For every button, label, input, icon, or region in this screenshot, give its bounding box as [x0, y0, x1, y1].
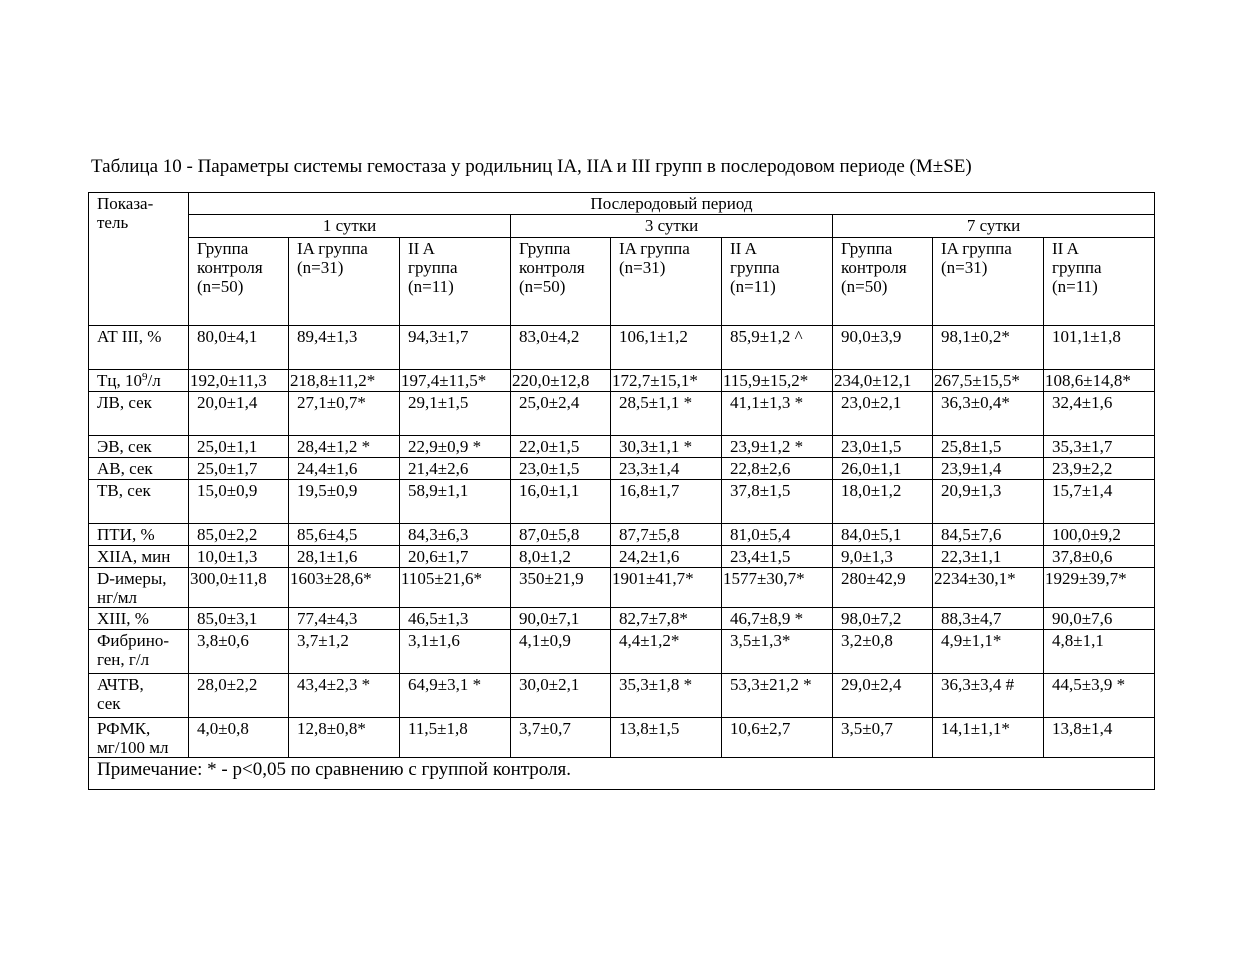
value-cell: 197,4±11,5*	[400, 370, 511, 392]
value-cell: 2234±30,1*	[933, 568, 1044, 608]
value-cell: 3,7±1,2	[289, 630, 400, 674]
row-label: ПТИ, %	[89, 524, 189, 546]
row-label: АЧТВ, сек	[89, 674, 189, 718]
table-caption: Таблица 10 - Параметры системы гемостаза у родильниц IA, IIA и III групп в послеродовом периоде (M±SE)	[91, 156, 972, 177]
row-label: AT III, %	[89, 326, 189, 370]
value-cell: 12,8±0,8*	[289, 718, 400, 758]
value-cell: 1603±28,6*	[289, 568, 400, 608]
value-cell: 23,9±2,2	[1044, 458, 1155, 480]
header-row	[89, 238, 1155, 326]
group-header: IA группа (n=31)	[289, 238, 400, 326]
row-label: ЛВ, сек	[89, 392, 189, 436]
value-cell: 15,7±1,4	[1044, 480, 1155, 524]
value-cell: 98,1±0,2*	[933, 326, 1044, 370]
table-row	[89, 608, 1155, 630]
row-label: РФМК, мг/100 мл	[89, 718, 189, 758]
value-cell: 22,8±2,6	[722, 458, 833, 480]
value-cell: 13,8±1,5	[611, 718, 722, 758]
table-row	[89, 546, 1155, 568]
value-cell: 1929±39,7*	[1044, 568, 1155, 608]
table-row	[89, 480, 1155, 524]
value-cell: 23,0±2,1	[833, 392, 933, 436]
row-label: ЭВ, сек	[89, 436, 189, 458]
value-cell: 108,6±14,8*	[1044, 370, 1155, 392]
value-cell: 14,1±1,1*	[933, 718, 1044, 758]
value-cell: 20,0±1,4	[189, 392, 289, 436]
value-cell: 80,0±4,1	[189, 326, 289, 370]
value-cell: 15,0±0,9	[189, 480, 289, 524]
value-cell: 220,0±12,8	[511, 370, 611, 392]
value-cell: 35,3±1,8 *	[611, 674, 722, 718]
value-cell: 22,9±0,9 *	[400, 436, 511, 458]
value-cell: 16,0±1,1	[511, 480, 611, 524]
value-cell: 115,9±15,2*	[722, 370, 833, 392]
value-cell: 87,0±5,8	[511, 524, 611, 546]
value-cell: 21,4±2,6	[400, 458, 511, 480]
value-cell: 18,0±1,2	[833, 480, 933, 524]
value-cell: 280±42,9	[833, 568, 933, 608]
value-cell: 23,0±1,5	[833, 436, 933, 458]
value-cell: 24,2±1,6	[611, 546, 722, 568]
value-cell: 20,6±1,7	[400, 546, 511, 568]
table-row	[89, 436, 1155, 458]
group-header: Группа контроля (n=50)	[189, 238, 289, 326]
value-cell: 23,0±1,5	[511, 458, 611, 480]
note-row	[89, 758, 1155, 790]
day-header: 1 сутки	[189, 215, 511, 238]
value-cell: 53,3±21,2 *	[722, 674, 833, 718]
value-cell: 98,0±7,2	[833, 608, 933, 630]
value-cell: 8,0±1,2	[511, 546, 611, 568]
value-cell: 26,0±1,1	[833, 458, 933, 480]
hemostasis-table	[88, 192, 1155, 790]
value-cell: 4,4±1,2*	[611, 630, 722, 674]
value-cell: 3,1±1,6	[400, 630, 511, 674]
row-label: D-имеры, нг/мл	[89, 568, 189, 608]
row-label: ТВ, сек	[89, 480, 189, 524]
value-cell: 41,1±1,3 *	[722, 392, 833, 436]
value-cell: 64,9±3,1 *	[400, 674, 511, 718]
table-row	[89, 370, 1155, 392]
value-cell: 23,9±1,2 *	[722, 436, 833, 458]
value-cell: 13,8±1,4	[1044, 718, 1155, 758]
value-cell: 36,3±0,4*	[933, 392, 1044, 436]
table-row	[89, 458, 1155, 480]
group-header: IA группа (n=31)	[611, 238, 722, 326]
table-row	[89, 674, 1155, 718]
value-cell: 94,3±1,7	[400, 326, 511, 370]
indicator-header: Показа- тель	[89, 193, 189, 326]
value-cell: 20,9±1,3	[933, 480, 1044, 524]
value-cell: 85,6±4,5	[289, 524, 400, 546]
value-cell: 234,0±12,1	[833, 370, 933, 392]
value-cell: 43,4±2,3 *	[289, 674, 400, 718]
row-label: АВ, сек	[89, 458, 189, 480]
table-row	[89, 630, 1155, 674]
value-cell: 37,8±1,5	[722, 480, 833, 524]
group-header: II A группа (n=11)	[722, 238, 833, 326]
value-cell: 3,8±0,6	[189, 630, 289, 674]
value-cell: 3,2±0,8	[833, 630, 933, 674]
value-cell: 172,7±15,1*	[611, 370, 722, 392]
value-cell: 4,8±1,1	[1044, 630, 1155, 674]
value-cell: 35,3±1,7	[1044, 436, 1155, 458]
value-cell: 3,5±0,7	[833, 718, 933, 758]
value-cell: 300,0±11,8	[189, 568, 289, 608]
value-cell: 10,6±2,7	[722, 718, 833, 758]
group-header: II A группа (n=11)	[1044, 238, 1155, 326]
group-header: IA группа (n=31)	[933, 238, 1044, 326]
value-cell: 27,1±0,7*	[289, 392, 400, 436]
value-cell: 46,7±8,9 *	[722, 608, 833, 630]
value-cell: 84,0±5,1	[833, 524, 933, 546]
value-cell: 30,0±2,1	[511, 674, 611, 718]
value-cell: 90,0±7,1	[511, 608, 611, 630]
value-cell: 25,0±2,4	[511, 392, 611, 436]
value-cell: 28,0±2,2	[189, 674, 289, 718]
table-row	[89, 326, 1155, 370]
value-cell: 4,1±0,9	[511, 630, 611, 674]
day-header: 3 сутки	[511, 215, 833, 238]
row-label: XIIA, мин	[89, 546, 189, 568]
value-cell: 192,0±11,3	[189, 370, 289, 392]
value-cell: 28,1±1,6	[289, 546, 400, 568]
day-header: 7 сутки	[833, 215, 1155, 238]
value-cell: 37,8±0,6	[1044, 546, 1155, 568]
group-header: Группа контроля (n=50)	[511, 238, 611, 326]
value-cell: 4,9±1,1*	[933, 630, 1044, 674]
value-cell: 100,0±9,2	[1044, 524, 1155, 546]
value-cell: 267,5±15,5*	[933, 370, 1044, 392]
value-cell: 218,8±11,2*	[289, 370, 400, 392]
value-cell: 25,0±1,7	[189, 458, 289, 480]
value-cell: 28,4±1,2 *	[289, 436, 400, 458]
value-cell: 46,5±1,3	[400, 608, 511, 630]
value-cell: 83,0±4,2	[511, 326, 611, 370]
value-cell: 32,4±1,6	[1044, 392, 1155, 436]
value-cell: 90,0±7,6	[1044, 608, 1155, 630]
row-label: Тц, $10^9/л$	[89, 370, 189, 392]
value-cell: 1901±41,7*	[611, 568, 722, 608]
value-cell: 90,0±3,9	[833, 326, 933, 370]
value-cell: 88,3±4,7	[933, 608, 1044, 630]
value-cell: 24,4±1,6	[289, 458, 400, 480]
value-cell: 22,3±1,1	[933, 546, 1044, 568]
superscript: 9	[141, 371, 148, 383]
group-header: Группа контроля (n=50)	[833, 238, 933, 326]
value-cell: 89,4±1,3	[289, 326, 400, 370]
value-cell: 10,0±1,3	[189, 546, 289, 568]
table-note: Примечание: * - p<0,05 по сравнению с группой контроля.	[89, 758, 1155, 790]
value-cell: 84,3±6,3	[400, 524, 511, 546]
value-cell: 36,3±3,4 #	[933, 674, 1044, 718]
table-row	[89, 718, 1155, 758]
value-cell: 350±21,9	[511, 568, 611, 608]
value-cell: 1577±30,7*	[722, 568, 833, 608]
value-cell: 85,0±2,2	[189, 524, 289, 546]
value-cell: 25,0±1,1	[189, 436, 289, 458]
value-cell: 16,8±1,7	[611, 480, 722, 524]
value-cell: 101,1±1,8	[1044, 326, 1155, 370]
period-header: Послеродовый период	[189, 193, 1155, 215]
value-cell: 19,5±0,9	[289, 480, 400, 524]
value-cell: 106,1±1,2	[611, 326, 722, 370]
value-cell: 82,7±7,8*	[611, 608, 722, 630]
value-cell: 58,9±1,1	[400, 480, 511, 524]
value-cell: 3,5±1,3*	[722, 630, 833, 674]
value-cell: 81,0±5,4	[722, 524, 833, 546]
value-cell: 28,5±1,1 *	[611, 392, 722, 436]
table-row	[89, 524, 1155, 546]
value-cell: 87,7±5,8	[611, 524, 722, 546]
value-cell: 23,4±1,5	[722, 546, 833, 568]
value-cell: 29,1±1,5	[400, 392, 511, 436]
table-row	[89, 392, 1155, 436]
value-cell: 11,5±1,8	[400, 718, 511, 758]
value-cell: 22,0±1,5	[511, 436, 611, 458]
header-row	[89, 215, 1155, 238]
value-cell: 85,0±3,1	[189, 608, 289, 630]
row-label: Фибрино- ген, г/л	[89, 630, 189, 674]
row-label: XIII, %	[89, 608, 189, 630]
value-cell: 9,0±1,3	[833, 546, 933, 568]
value-cell: 25,8±1,5	[933, 436, 1044, 458]
table-row	[89, 568, 1155, 608]
value-cell: 3,7±0,7	[511, 718, 611, 758]
value-cell: 85,9±1,2 ^	[722, 326, 833, 370]
value-cell: 29,0±2,4	[833, 674, 933, 718]
value-cell: 23,3±1,4	[611, 458, 722, 480]
value-cell: 84,5±7,6	[933, 524, 1044, 546]
value-cell: 1105±21,6*	[400, 568, 511, 608]
value-cell: 77,4±4,3	[289, 608, 400, 630]
header-row	[89, 193, 1155, 215]
value-cell: 23,9±1,4	[933, 458, 1044, 480]
group-header: II A группа (n=11)	[400, 238, 511, 326]
value-cell: 30,3±1,1 *	[611, 436, 722, 458]
value-cell: 44,5±3,9 *	[1044, 674, 1155, 718]
value-cell: 4,0±0,8	[189, 718, 289, 758]
